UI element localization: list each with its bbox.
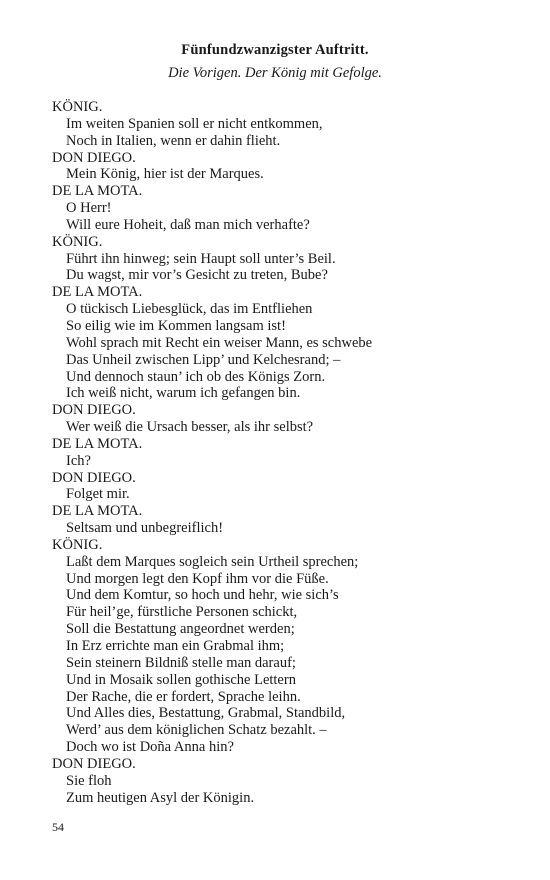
verse-line: Wer weiß die Ursach besser, als ihr selbst? [66, 419, 314, 436]
verse-line: O Herr! [66, 200, 112, 217]
dialogue-block [52, 470, 522, 504]
verse-line: Im weiten Spanien soll er nicht entkommen, [66, 115, 323, 132]
verse-line: Wohl sprach mit Recht ein weiser Mann, es schwebe [66, 334, 373, 351]
verse-line: Du wagst, mir vor’s Gesicht zu treten, Bube? [66, 267, 328, 284]
verse-line: Soll die Bestattung angeordnet werden; [66, 621, 295, 638]
verse-line: Und Alles dies, Bestattung, Grabmal, Standbild, [66, 705, 346, 722]
verse-line: Laßt dem Marques sogleich sein Urtheil sprechen; [66, 553, 359, 570]
verse-line: Führt ihn hinweg; sein Haupt soll unter’s Beil. [66, 250, 336, 267]
verse-line: Ich weiß nicht, warum ich gefangen bin. [66, 385, 301, 402]
speaker-name: DE LA MOTA. [52, 435, 143, 452]
speaker-name: DE LA MOTA. [52, 183, 143, 200]
speaker-name: DON DIEGO. [52, 149, 136, 166]
dialogue-block [52, 402, 522, 436]
verse-line: Folget mir. [66, 486, 130, 503]
verse-line: Das Unheil zwischen Lipp’ und Kelchesrand; – [66, 351, 341, 368]
dialogue-block [52, 150, 522, 184]
dialogue-block [52, 756, 522, 807]
verse-line: Noch in Italien, wenn er dahin flieht. [66, 132, 281, 149]
dialogue-block [52, 99, 522, 150]
stage-direction: Die Vorigen. Der König mit Gefolge. [168, 65, 382, 81]
speaker-name: KÖNIG. [52, 536, 103, 553]
dialogue-block [52, 503, 522, 537]
speaker-name: DON DIEGO. [52, 755, 136, 772]
verse-line: Zum heutigen Asyl der Königin. [66, 789, 255, 806]
verse-line: Für heil’ge, fürstliche Personen schickt, [66, 604, 298, 621]
verse-line: So eilig wie im Kommen langsam ist! [66, 317, 286, 334]
verse-line: Sein steinern Bildniß stelle man darauf; [66, 654, 296, 671]
verse-line: Seltsam und unbegreiflich! [66, 520, 224, 537]
dialogue [52, 99, 522, 806]
verse-line: Mein König, hier ist der Marques. [66, 166, 264, 183]
page-number: 54 [52, 820, 64, 834]
verse-line: Und in Mosaik sollen gothische Lettern [66, 671, 296, 688]
verse-line: Und dem Komtur, so hoch und hehr, wie sich’s [66, 587, 339, 604]
dialogue-block [52, 436, 522, 470]
verse-line: Und morgen legt den Kopf ihm vor die Füße. [66, 570, 329, 587]
speaker-name: DON DIEGO. [52, 402, 136, 419]
verse-line: Und dennoch staun’ ich ob des Königs Zorn. [66, 368, 326, 385]
verse-line: Doch wo ist Doña Anna hin? [66, 739, 234, 756]
verse-line: In Erz errichte man ein Grabmal ihm; [66, 638, 285, 654]
verse-line: Will eure Hoheit, daß man mich verhafte? [66, 216, 310, 233]
speaker-name: DON DIEGO. [52, 469, 136, 486]
verse-line: Ich? [66, 452, 91, 469]
speaker-name: KÖNIG. [52, 99, 103, 115]
dialogue-block [52, 284, 522, 402]
speaker-name: DE LA MOTA. [52, 284, 143, 301]
scene-title: Fünfundzwanzigster Auftritt. [181, 42, 369, 58]
verse-line: Sie floh [66, 772, 112, 789]
verse-line: Der Rache, die er fordert, Sprache leihn. [66, 688, 301, 705]
dialogue-block [52, 183, 522, 234]
speaker-name: KÖNIG. [52, 233, 103, 250]
dialogue-block [52, 537, 522, 756]
dialogue-block [52, 234, 522, 285]
speaker-name: DE LA MOTA. [52, 503, 143, 520]
verse-line: Werd’ aus dem königlichen Schatz bezahlt. – [66, 722, 327, 739]
verse-line: O tückisch Liebesglück, das im Entfliehen [66, 301, 313, 318]
